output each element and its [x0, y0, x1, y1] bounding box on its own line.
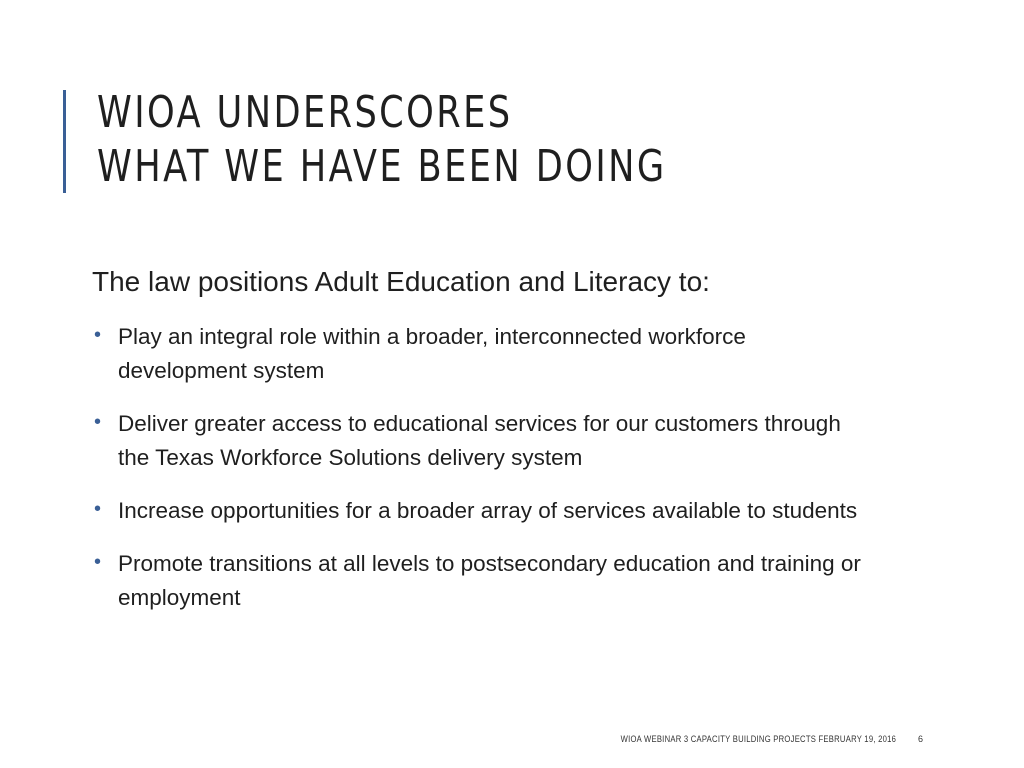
list-item — [92, 547, 868, 615]
slide-title-line-1: WIOA UNDERSCORES — [97, 87, 513, 138]
list-item — [92, 494, 868, 528]
slide-title — [97, 86, 667, 194]
lead-text: The law positions Adult Education and Literacy to: — [92, 266, 710, 297]
slide-body — [92, 262, 922, 634]
bullet-icon: • — [94, 498, 102, 520]
page-number: 6 — [918, 734, 924, 744]
bullet-text: Promote transitions at all levels to postsecondary education and training or employment — [118, 551, 861, 610]
bullet-icon: • — [94, 551, 102, 573]
slide-title-line-2: WHAT WE HAVE BEEN DOING — [97, 141, 667, 192]
title-accent-bar — [63, 90, 66, 193]
bullet-text: Play an integral role within a broader, interconnected workforce development system — [118, 324, 746, 383]
bullet-list — [92, 320, 922, 615]
bullet-icon: • — [94, 411, 102, 433]
bullet-text: Deliver greater access to educational services for our customers through the Texas Workforce Solutions delivery system — [118, 411, 841, 470]
list-item — [92, 320, 868, 388]
list-item — [92, 407, 868, 475]
bullet-icon: • — [94, 324, 102, 346]
bullet-text: Increase opportunities for a broader array of services available to students — [118, 498, 858, 523]
slide-footer: WIOA WEBINAR 3 CAPACITY BUILDING PROJECTS FEBRUARY 19, 2016 — [620, 734, 896, 744]
